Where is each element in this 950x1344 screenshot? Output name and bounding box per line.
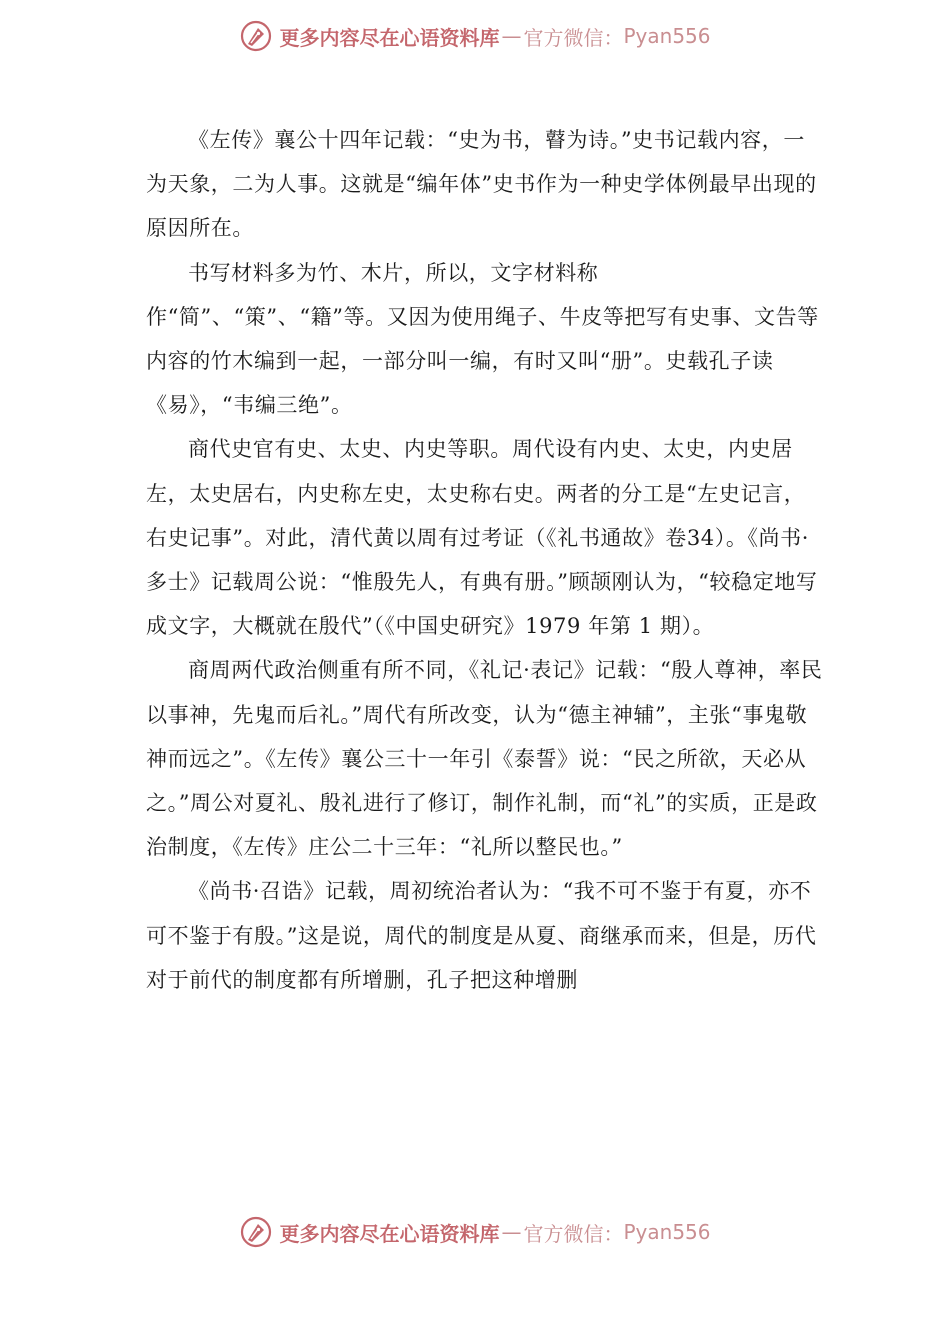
- paragraph: 《尚书·召诰》记载，周初统治者认为：“我不可不鉴于有夏，亦不可不鉴于有殷。”这是说，周代的制度是从夏、商继承而来，但是，历代对于前代的制度都有所增删，孔子把这种增删: [146, 879, 817, 992]
- fountain-pen-nib-icon: [239, 1215, 273, 1249]
- fountain-pen-nib-icon: [239, 19, 273, 53]
- watermark-wechat-id: Pyan556: [623, 24, 711, 48]
- watermark-brand: 更多内容尽在心语资料库: [279, 1221, 500, 1246]
- paragraph: 商周两代政治侧重有所不同，《礼记·表记》记载：“殷人尊神，率民以事神，先鬼而后礼。”周代有所改变，认为“德主神辅”，主张“事鬼敬神而远之”。《左传》襄公三十一年引《泰誓》说：“民之所欲，天必从之。”周公对夏礼、殷礼进行了修订，制作礼制，而“礼”的实质，正是政治制度，《左传》庄公二十三年：“礼所以整民也。”: [146, 658, 823, 860]
- watermark-separator: —: [501, 24, 522, 48]
- watermark-footer: [0, 1212, 950, 1252]
- paragraph: 书写材料多为竹、木片，所以，文字材料称作“简”、“策”、“籍”等。又因为使用绳子、牛皮等把写有史事、文告等内容的竹木编到一起，一部分叫一编，有时又叫“册”。史载孔子读《易》，“韦编三绝”。: [146, 260, 819, 418]
- paragraph: 《左传》襄公十四年记载：“史为书，瞽为诗。”史书记载内容，一为天象，二为人事。这就是“编年体”史书作为一种史学体例最早出现的原因所在。: [146, 128, 817, 241]
- watermark-header: [0, 16, 950, 56]
- watermark-official-label: 官方微信：: [523, 1221, 624, 1246]
- watermark-brand: 更多内容尽在心语资料库: [279, 25, 500, 50]
- watermark-official-label: 官方微信：: [523, 25, 624, 50]
- watermark-separator: —: [501, 1220, 522, 1244]
- paragraph: 商代史官有史、太史、内史等职。周代设有内史、太史，内史居左，太史居右，内史称左史，太史称右史。两者的分工是“左史记言，右史记事”。对此，清代黄以周有过考证（《礼书通故》卷34）。《尚书·多士》记载周公说：“惟殷先人，有典有册。”顾颉刚认为，“较稳定地写成文字，大概就在殷代”（《中国史研究》1979 年第 1 期）。: [146, 437, 818, 639]
- watermark-wechat-id: Pyan556: [623, 1220, 711, 1244]
- document-body: [146, 118, 826, 1002]
